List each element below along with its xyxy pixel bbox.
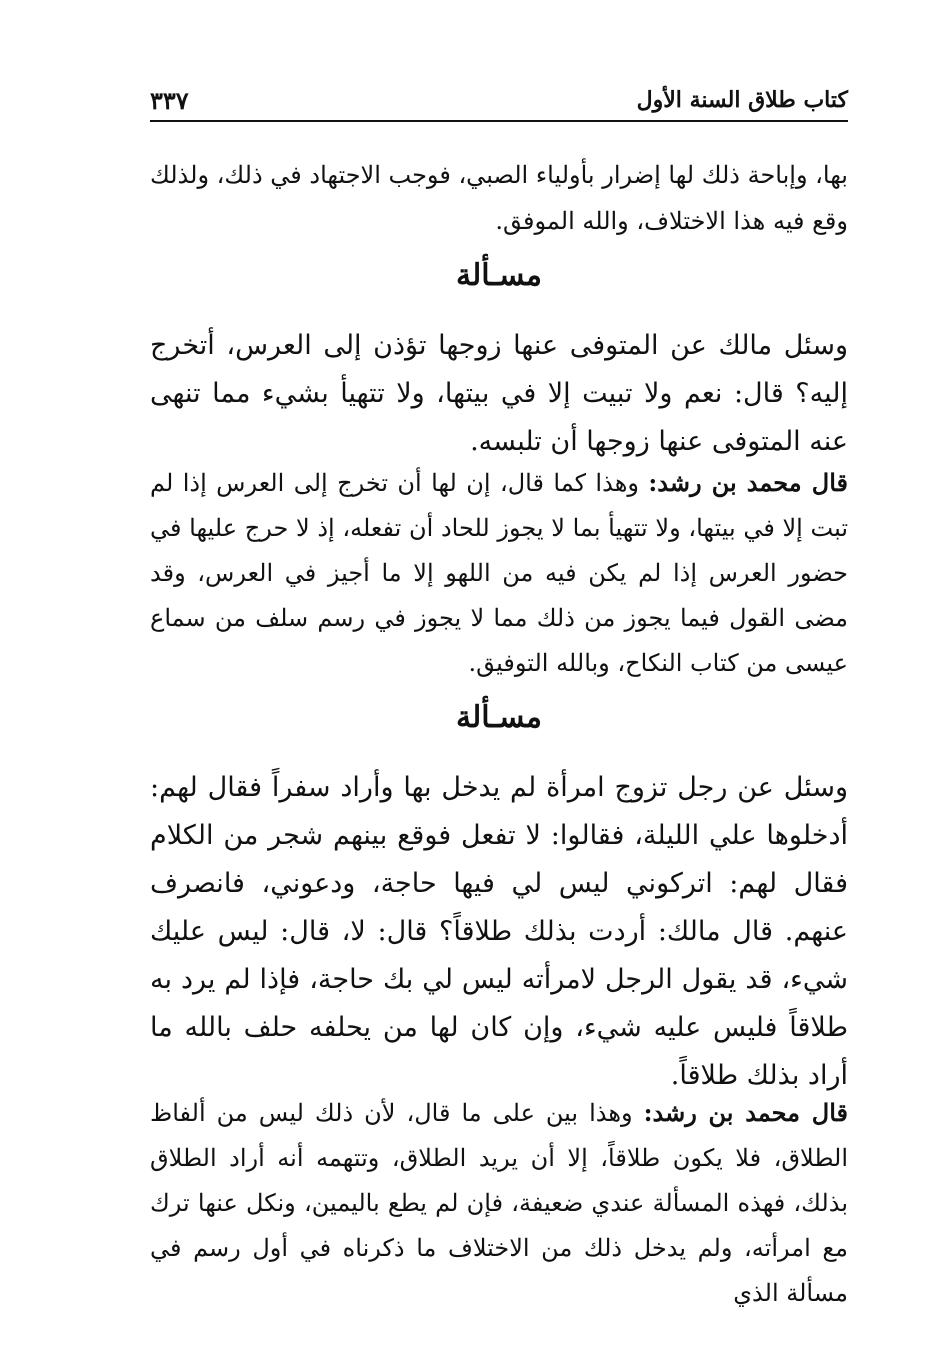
page-number: ٣٣٧ xyxy=(150,85,189,115)
commentary-paragraph-1 xyxy=(150,460,848,686)
running-title: كتاب طلاق السنة الأول xyxy=(636,87,848,113)
continuation-text: بها، وإباحة ذلك لها إضرار بأولياء الصبي، فوجب الاجتهاد في ذلك، ولذلك وقع فيه هذا الاختلاف، والله الموفق. xyxy=(150,161,848,235)
commentary-speaker-2: قال محمد بن رشد: xyxy=(643,1098,848,1127)
section-heading-1: مسـألة xyxy=(456,258,542,293)
commentary-2 xyxy=(150,1090,848,1316)
running-header xyxy=(150,80,848,122)
commentary-paragraph-2 xyxy=(150,1090,848,1316)
question-text-1: وسئل مالك عن المتوفى عنها زوجها تؤذن إلى العرس، أتخرج إليه؟ قال: نعم ولا تبيت إلا في بيتها، ولا تتهيأ بشيء مما تنهى عنه المتوفى عنها زوجها أن تلبسه. xyxy=(150,330,848,457)
question-paragraph-1 xyxy=(150,322,848,466)
commentary-speaker-1: قال محمد بن رشد: xyxy=(648,468,849,497)
question-paragraph-2 xyxy=(150,764,848,1100)
commentary-1 xyxy=(150,460,848,686)
continuation-paragraph xyxy=(150,152,848,244)
question-text-2: وسئل عن رجل تزوج امرأة لم يدخل بها وأراد سفراً فقال لهم: أدخلوها علي الليلة، فقالوا: لا تفعل فوقع بينهم شجر من الكلام فقال لهم: اتركوني ليس لي فيها حاجة، ودعوني، فانصرف عنهم. قال مالك: أردت بذلك طلاقاً؟ قال: لا، قال: ليس عليك شيء، قد يقول الرجل لامرأته ليس لي بك حاجة، فإذا لم يرد به طلاقاً فليس عليه شيء، وإن كان لها من يحلفه حلف بالله ما أراد بذلك طلاقاً. xyxy=(150,772,848,1091)
commentary-text-2: وهذا بين على ما قال، لأن ذلك ليس من ألفاظ الطلاق، فلا يكون طلاقاً، إلا أن يريد الطلاق، وتتهمه أنه أراد الطلاق بذلك، فهذه المسألة عندي ضعيفة، فإن لم يطع باليمين، ونكل عنها ترك مع امرأته، ولم يدخل ذلك من الاختلاف ما ذكرناه في أول رسم في مسألة الذي xyxy=(150,1099,848,1307)
commentary-text-1: وهذا كما قال، إن لها أن تخرج إلى العرس إذا لم تبت إلا في بيتها، ولا تتهيأ بما لا يجوز للحاد أن تفعله، إذ لا حرج عليها في حضور العرس إذا لم يكن فيه من اللهو إلا ما أجيز في العرس، وقد مضى القول فيما يجوز من ذلك مما لا يجوز في رسم سلف من سماع عيسى من كتاب النكاح، وبالله التوفيق. xyxy=(150,469,848,677)
section-heading-2: مسـألة xyxy=(456,700,542,735)
